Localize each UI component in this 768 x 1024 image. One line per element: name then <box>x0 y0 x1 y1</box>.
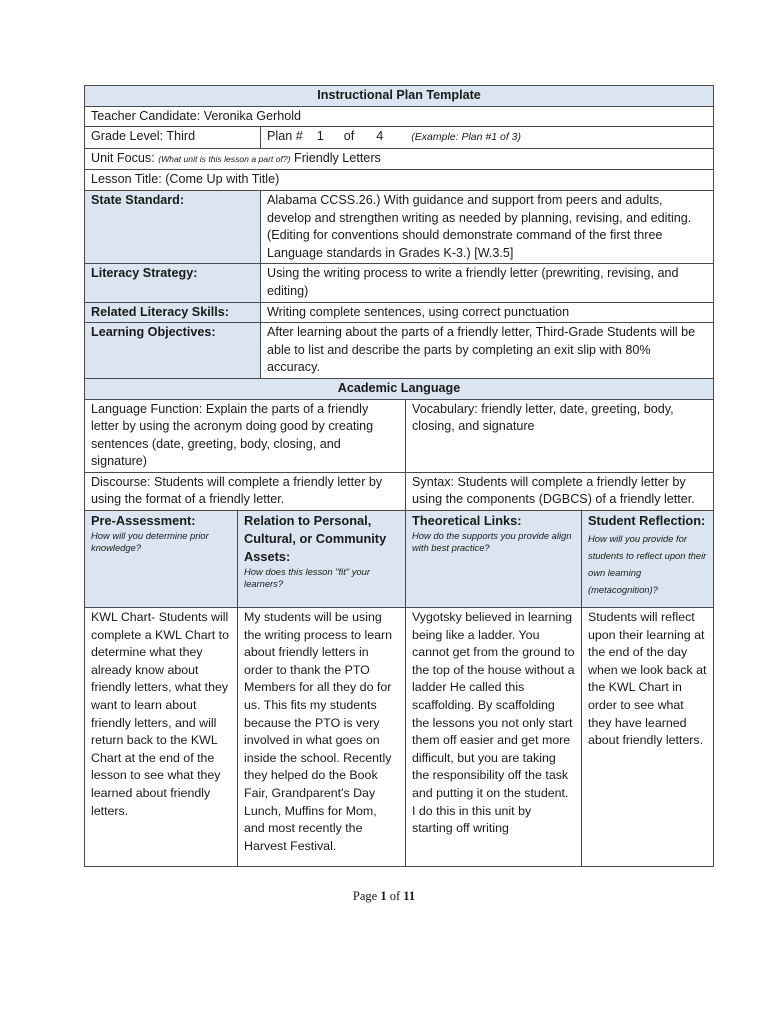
pre-assessment-hint: How will you determine prior knowledge? <box>91 530 209 554</box>
table-title-row <box>85 86 714 107</box>
plan-number <box>261 127 714 149</box>
student-reflection-body: Students will reflect upon their learning at the end of the day when we look back at the KWL Chart in order to see what they have learned about friendly letters. <box>582 608 714 867</box>
literacy-strategy-label: Literacy Strategy: <box>85 264 261 302</box>
relation-hint: How does this lesson "fit" your learners? <box>244 566 370 590</box>
theoretical-links-body: Vygotsky believed in learning being like a ladder. You cannot get from the ground to the top of the house without a ladder He called this scaffolding. By scaffolding the lessons you not only start them off easier and get more difficult, but you are taking the responsibility off the task and putting it on the student. I do this in this unit by starting off writing <box>406 608 582 867</box>
footer-of: of <box>386 889 404 903</box>
column-bodies-row <box>85 608 714 867</box>
vocabulary: Vocabulary: friendly letter, date, greeting, body, closing, and signature <box>406 399 714 472</box>
state-standard-row <box>85 190 714 263</box>
discourse-row <box>85 472 714 510</box>
literacy-strategy-row <box>85 264 714 302</box>
page-footer <box>0 889 768 904</box>
teacher-row <box>85 106 714 127</box>
lesson-title-row <box>85 170 714 191</box>
grade-level: Grade Level: Third <box>85 127 261 149</box>
language-function: Language Function: Explain the parts of a friendly letter by using the acronym doing good by creating sentences (date, greeting, body, closing, and signature) <box>85 399 406 472</box>
lesson-title: Lesson Title: (Come Up with Title) <box>85 170 714 191</box>
academic-language-heading: Academic Language <box>85 378 714 399</box>
student-reflection-title-block <box>588 512 707 597</box>
plan-label: Plan # <box>267 129 303 144</box>
academic-language-heading-row <box>85 378 714 399</box>
plan-num: 1 <box>316 129 324 144</box>
learning-objectives-row <box>85 323 714 379</box>
discourse: Discourse: Students will complete a friendly letter by using the format of a friendly letter. <box>85 472 406 510</box>
related-skills-row <box>85 302 714 323</box>
unit-focus-row <box>85 148 714 170</box>
footer-page: 1 <box>380 889 387 903</box>
syntax: Syntax: Students will complete a friendly letter by using the components (DGBCS) of a friendly letter. <box>406 472 714 510</box>
unit-focus-value: Friendly Letters <box>294 150 381 165</box>
theoretical-links-hint: How do the supports you provide align with best practice? <box>412 530 572 554</box>
related-skills-value: Writing complete sentences, using correct punctuation <box>261 302 714 323</box>
student-reflection-hint: How will you provide for students to reflect upon their own learning (metacognition)? <box>588 533 707 596</box>
related-skills-label: Related Literacy Skills: <box>85 302 261 323</box>
pre-assessment-title: Pre-Assessment: <box>91 513 196 529</box>
state-standard-label: State Standard: <box>85 190 261 263</box>
relation-title: Relation to Personal, Cultural, or Community Assets: <box>244 513 387 565</box>
plan-of: of <box>343 129 355 144</box>
unit-focus-label: Unit Focus: <box>91 150 155 165</box>
relation-body: My students will be using the writing process to learn about friendly letters in order to thank the PTO Members for all they do for us. This fits my students because the PTO is very involved in what goes on inside the school. Recently they helped do the Book Fair, Grandparent's Day Lunch, Muffins for Mom, and most recently the Harvest Festival. <box>238 608 406 867</box>
pre-assessment-header <box>85 511 238 608</box>
grade-plan-row <box>85 127 714 149</box>
plan-total: 4 <box>376 129 384 144</box>
teacher-candidate: Teacher Candidate: Veronika Gerhold <box>85 106 714 127</box>
column-headers-row <box>85 511 714 608</box>
footer-prefix: Page <box>352 889 381 903</box>
relation-header <box>238 511 406 608</box>
student-reflection-header <box>582 511 714 608</box>
instructional-plan-table <box>84 85 714 867</box>
student-reflection-title: Student Reflection: <box>588 513 706 529</box>
state-standard-value: Alabama CCSS.26.) With guidance and support from peers and adults, develop and strengthen writing as needed by planning, revising, and editing. (Editing for conventions should demonstrate command of the first three Language standards in Grades K-3.) [W.3.5] <box>261 190 714 263</box>
pre-assessment-body: KWL Chart- Students will complete a KWL Chart to determine what they already know about friendly letters, what they want to learn about friendly letters, and will return back to the KWL Chart at the end of the lesson to see what they learned about friendly letters. <box>85 608 238 867</box>
instructional-plan-page <box>84 85 713 867</box>
unit-focus-hint: (What unit is this lesson a part of?) <box>158 153 291 164</box>
literacy-strategy-value: Using the writing process to write a friendly letter (prewriting, revising, and editing) <box>261 264 714 302</box>
theoretical-links-header <box>406 511 582 608</box>
unit-focus <box>85 148 714 170</box>
plan-example: (Example: Plan #1 of 3) <box>411 131 521 144</box>
language-function-row <box>85 399 714 472</box>
learning-objectives-value: After learning about the parts of a friendly letter, Third-Grade Students will be able to list and describe the parts by completing an exit slip with 80% accuracy. <box>261 323 714 379</box>
table-title: Instructional Plan Template <box>85 86 714 107</box>
footer-total: 11 <box>403 889 416 903</box>
learning-objectives-label: Learning Objectives: <box>85 323 261 379</box>
theoretical-links-title: Theoretical Links: <box>412 513 522 529</box>
